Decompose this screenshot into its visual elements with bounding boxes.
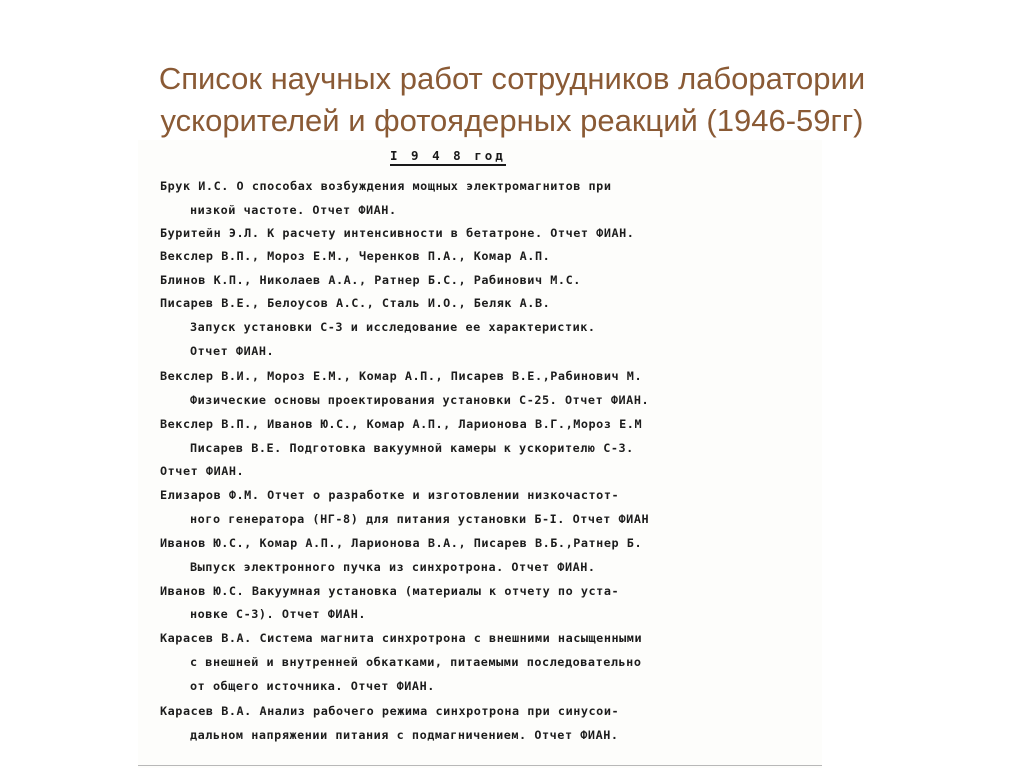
document-line: Карасев В.А. Анализ рабочего режима синхротрона при синусои- [160, 704, 620, 718]
scan-edge-divider [138, 765, 822, 766]
document-line: Елизаров Ф.М. Отчет о разработке и изготовлении низкочастот- [160, 488, 620, 502]
document-line: Буритейн Э.Л. К расчету интенсивности в бетатроне. Отчет ФИАН. [160, 226, 635, 240]
document-line: Отчет ФИАН. [190, 344, 275, 358]
slide-title-line-1: Список научных работ сотрудников лаборатории [158, 61, 866, 96]
document-line: низкой частоте. Отчет ФИАН. [190, 203, 397, 217]
document-line: Блинов К.П., Николаев А.А., Ратнер Б.С., Рабинович М.С. [160, 273, 581, 287]
slide-title [0, 58, 1024, 142]
document-line: дальном напряжении питания с подмагничением. Отчет ФИАН. [190, 728, 619, 742]
document-line: Иванов Ю.С., Комар А.П., Ларионова В.А., Писарев В.Б.,Ратнер Б. [160, 536, 643, 550]
document-line: Брук И.С. О способах возбуждения мощных электромагнитов при [160, 179, 612, 193]
document-line: Иванов Ю.С. Вакуумная установка (материалы к отчету по уста- [160, 584, 620, 598]
document-line: Карасев В.А. Система магнита синхротрона с внешними насыщенными [160, 631, 643, 645]
document-line: Векслер В.И., Мороз Е.М., Комар А.П., Писарев В.Е.,Рабинович М. [160, 369, 643, 383]
document-line: Физические основы проектирования установки С-25. Отчет ФИАН. [190, 393, 650, 407]
year-heading: I 9 4 8 год [390, 148, 506, 166]
slide-title-line-2: ускорителей и фотоядерных реакций (1946-59гг) [160, 103, 864, 138]
document-line: ного генератора (НГ-8) для питания установки Б-I. Отчет ФИАН [190, 512, 650, 526]
document-line: Выпуск электронного пучка из синхротрона. Отчет ФИАН. [190, 560, 596, 574]
scanned-document [138, 140, 822, 768]
document-line: Отчет ФИАН. [160, 464, 245, 478]
document-line: Писарев В.Е. Подготовка вакуумной камеры к ускорителю С-3. [190, 441, 634, 455]
document-line: с внешней и внутренней обкатками, питаемыми последовательно [190, 655, 642, 669]
document-line: Писарев В.Е., Белоусов А.С., Сталь И.О., Беляк А.В. [160, 296, 551, 310]
document-line: Векслер В.П., Мороз Е.М., Черенков П.А., Комар А.П. [160, 249, 551, 263]
document-line: новке С-3). Отчет ФИАН. [190, 607, 367, 621]
document-line: Запуск установки С-3 и исследование ее характеристик. [190, 320, 596, 334]
document-line: Векслер В.П., Иванов Ю.С., Комар А.П., Ларионова В.Г.,Мороз Е.М [160, 417, 643, 431]
document-line: от общего источника. Отчет ФИАН. [190, 679, 435, 693]
